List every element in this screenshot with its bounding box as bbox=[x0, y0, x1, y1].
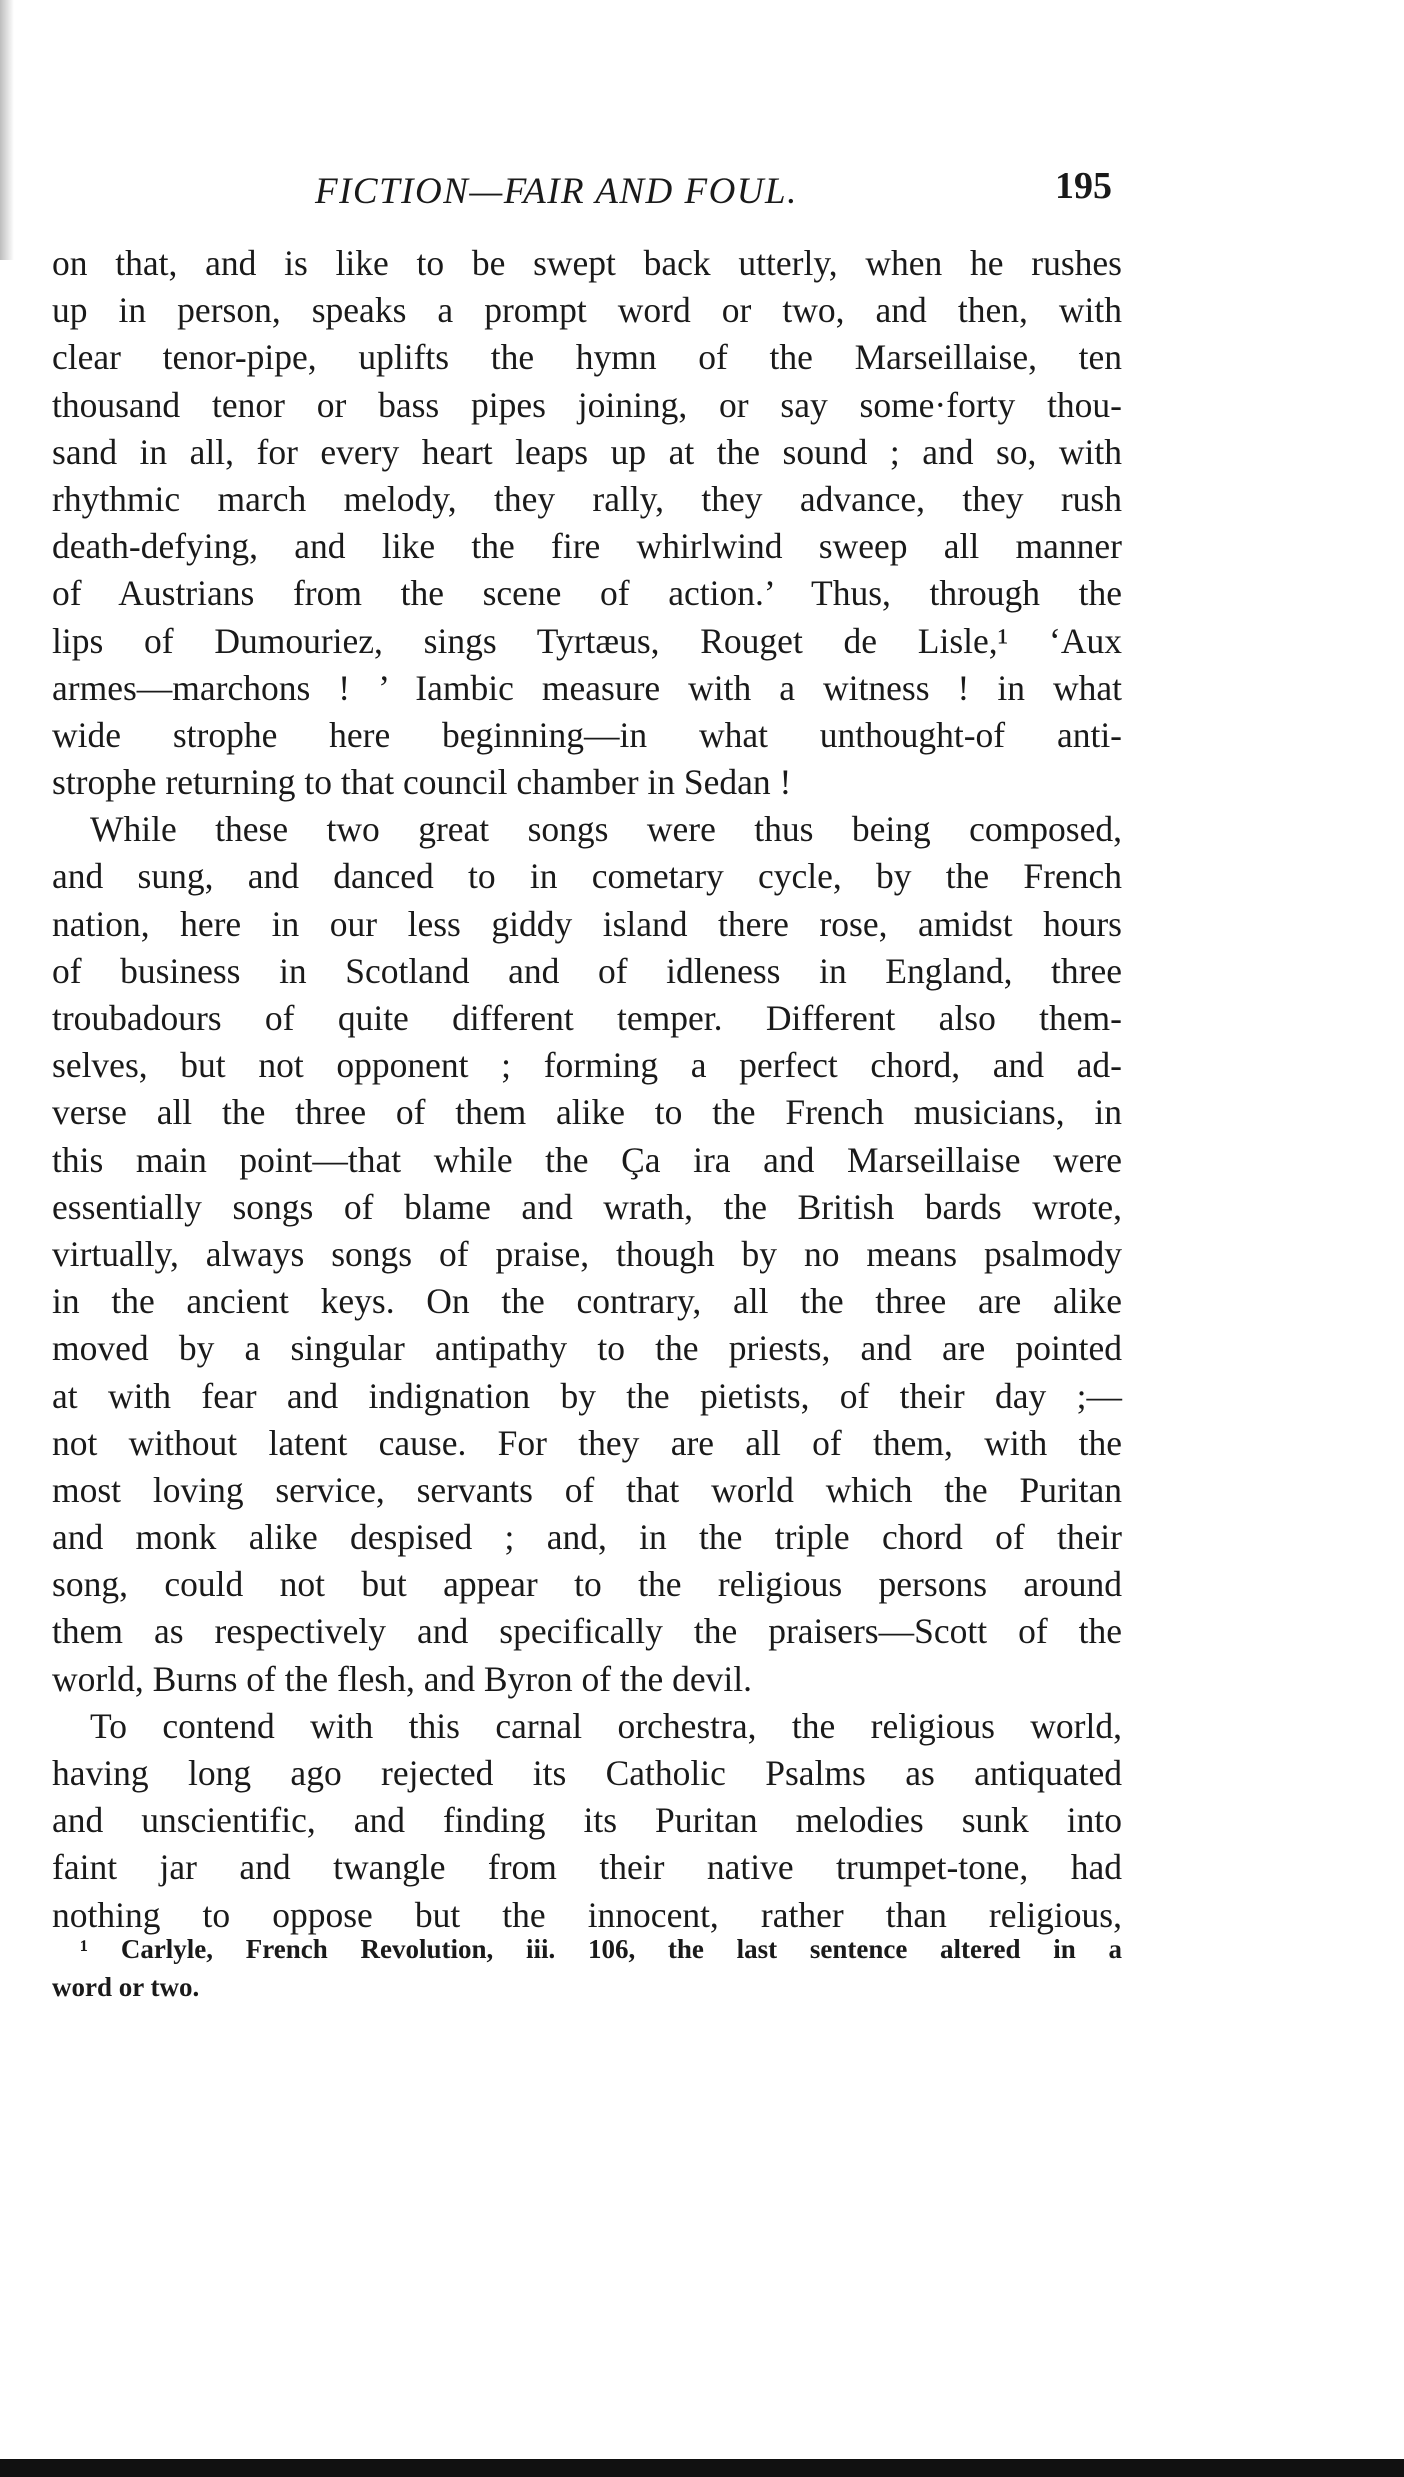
scan-bottom-edge bbox=[0, 2459, 1404, 2477]
text-line: not without latent cause. For they are all of them, with the bbox=[52, 1422, 1122, 1463]
text-line: virtually, always songs of praise, though by no means psalmody bbox=[52, 1233, 1122, 1274]
text-line: thousand tenor or bass pipes joining, or say some·forty thou- bbox=[52, 384, 1122, 425]
text-line: on that, and is like to be swept back utterly, when he rushes bbox=[52, 243, 1122, 283]
text-line: and unscientific, and finding its Puritan melodies sunk into bbox=[52, 1800, 1122, 1841]
page-number: 195 bbox=[1055, 165, 1112, 207]
paragraph-1 bbox=[52, 240, 1122, 806]
text-line: troubadours of quite different temper. Different also them- bbox=[52, 998, 1122, 1038]
body-text bbox=[52, 240, 1122, 1939]
text-line: in the ancient keys. On the contrary, all the three are alike bbox=[52, 1281, 1122, 1322]
text-line: song, could not but appear to the religious persons around bbox=[52, 1564, 1122, 1605]
text-line: moved by a singular antipathy to the priests, and are pointed bbox=[52, 1328, 1122, 1369]
text-line: While these two great songs were thus being composed, bbox=[90, 809, 1122, 850]
text-line: this main point—that while the Ça ira and Marseillaise were bbox=[52, 1139, 1122, 1180]
text-line: faint jar and twangle from their native trumpet-tone, had bbox=[52, 1847, 1122, 1888]
paragraph-3 bbox=[52, 1703, 1122, 1939]
text-line: death-defying, and like the fire whirlwind sweep all manner bbox=[52, 526, 1122, 567]
footnote-line: word or two. bbox=[52, 1972, 200, 2002]
text-line: strophe returning to that council chamber in Sedan ! bbox=[52, 762, 792, 803]
page-edge-shadow bbox=[0, 0, 14, 260]
text-line: up in person, speaks a prompt word or two, and then, with bbox=[52, 290, 1122, 331]
text-line: clear tenor-pipe, uplifts the hymn of the Marseillaise, ten bbox=[52, 337, 1122, 378]
text-line: having long ago rejected its Catholic Psalms as antiquated bbox=[52, 1753, 1122, 1793]
text-line: and sung, and danced to in cometary cycle, by the French bbox=[52, 856, 1122, 897]
text-line: verse all the three of them alike to the French musicians, in bbox=[52, 1092, 1122, 1133]
text-line: selves, but not opponent ; forming a perfect chord, and ad- bbox=[52, 1045, 1122, 1086]
text-line: rhythmic march melody, they rally, they advance, they rush bbox=[52, 478, 1122, 519]
running-head bbox=[0, 160, 1404, 220]
text-line: them as respectively and specifically the praisers—Scott of the bbox=[52, 1611, 1122, 1652]
footnote bbox=[52, 1930, 1122, 2006]
text-line: world, Burns of the flesh, and Byron of the devil. bbox=[52, 1658, 753, 1699]
text-line: and monk alike despised ; and, in the triple chord of their bbox=[52, 1517, 1122, 1558]
text-line: of Austrians from the scene of action.’ Thus, through the bbox=[52, 573, 1122, 614]
text-line: most loving service, servants of that world which the Puritan bbox=[52, 1469, 1122, 1510]
text-line: armes—marchons ! ’ Iambic measure with a witness ! in what bbox=[52, 667, 1122, 708]
text-line: nothing to oppose but the innocent, rather than religious, bbox=[52, 1894, 1122, 1935]
text-line: lips of Dumouriez, sings Tyrtæus, Rouget de Lisle,¹ ‘Aux bbox=[52, 620, 1122, 661]
text-line: nation, here in our less giddy island there rose, amidst hours bbox=[52, 903, 1122, 944]
running-title: FICTION—FAIR AND FOUL. bbox=[315, 171, 798, 212]
text-line: sand in all, for every heart leaps up at the sound ; and so, with bbox=[52, 431, 1122, 472]
text-line: To contend with this carnal orchestra, the religious world, bbox=[90, 1705, 1122, 1746]
text-line: essentially songs of blame and wrath, the British bards wrote, bbox=[52, 1186, 1122, 1227]
text-line: at with fear and indignation by the pietists, of their day ;— bbox=[52, 1375, 1122, 1416]
text-line: wide strophe here beginning—in what unthought-of anti- bbox=[52, 714, 1122, 755]
footnote-line: ¹ Carlyle, French Revolution, iii. 106, the last sentence altered in a bbox=[80, 1934, 1122, 1964]
text-line: of business in Scotland and of idleness in England, three bbox=[52, 950, 1122, 991]
paragraph-2 bbox=[52, 806, 1122, 1703]
